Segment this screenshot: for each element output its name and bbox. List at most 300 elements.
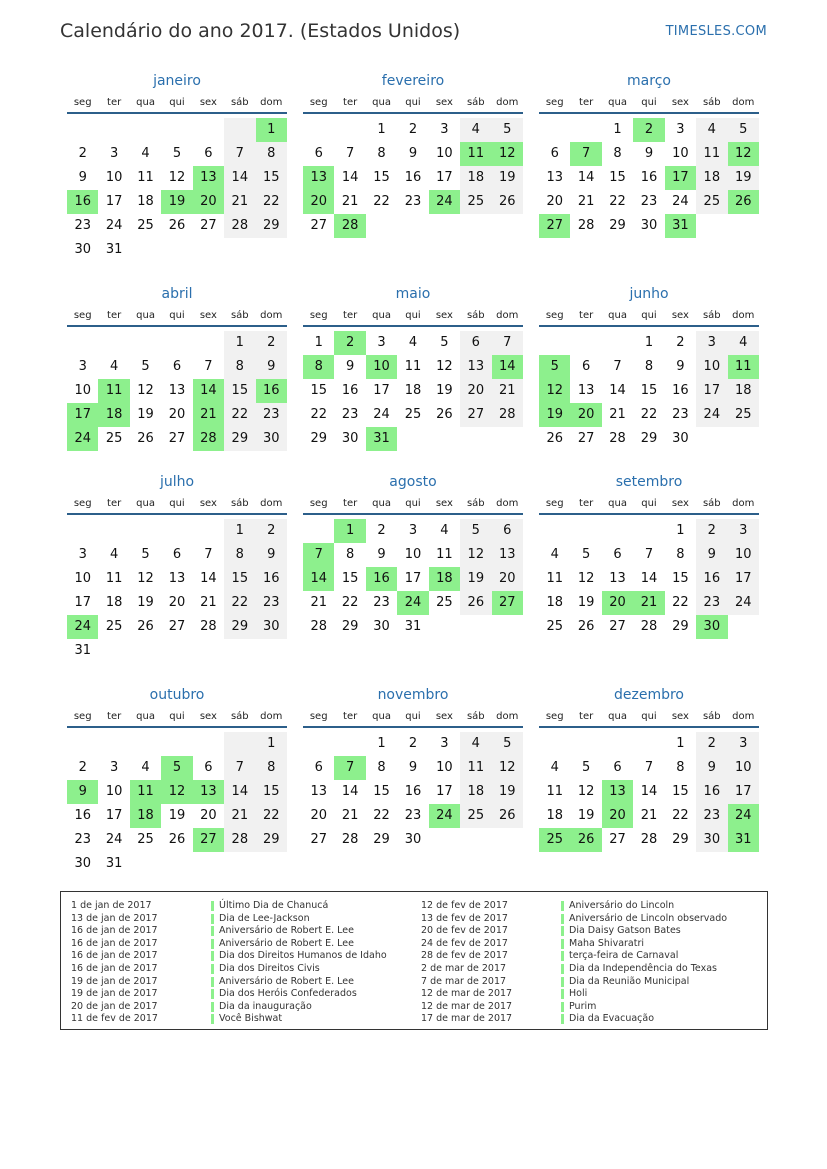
- day-cell[interactable]: 6: [314, 760, 323, 775]
- day-cell[interactable]: 12: [492, 756, 523, 780]
- day-cell-holiday[interactable]: 27: [492, 591, 523, 615]
- day-cell[interactable]: 22: [310, 407, 327, 422]
- day-cell[interactable]: 21: [341, 194, 359, 209]
- day-cell[interactable]: 16: [672, 383, 689, 398]
- day-cell[interactable]: 24: [728, 591, 759, 615]
- day-cell[interactable]: 27: [168, 619, 186, 634]
- day-cell[interactable]: 15: [256, 166, 287, 190]
- day-cell[interactable]: 13: [492, 543, 523, 567]
- day-cell[interactable]: 18: [137, 194, 154, 209]
- day-cell-holiday[interactable]: 18: [130, 804, 161, 828]
- day-cell[interactable]: 1: [377, 122, 386, 137]
- day-cell-holiday[interactable]: 11: [130, 780, 161, 804]
- day-cell[interactable]: 1: [676, 736, 685, 751]
- day-cell[interactable]: 2: [696, 732, 727, 756]
- day-cell[interactable]: 12: [577, 784, 595, 799]
- day-cell[interactable]: 4: [460, 732, 491, 756]
- day-cell-holiday[interactable]: 11: [98, 379, 129, 403]
- day-cell[interactable]: 23: [256, 591, 287, 615]
- day-cell[interactable]: 16: [256, 567, 287, 591]
- day-cell[interactable]: 30: [696, 828, 727, 852]
- day-cell[interactable]: 25: [696, 190, 727, 214]
- day-cell[interactable]: 8: [377, 146, 386, 161]
- day-cell[interactable]: 27: [609, 832, 626, 847]
- day-cell[interactable]: 17: [404, 571, 422, 586]
- day-cell[interactable]: 26: [436, 407, 453, 422]
- day-cell-holiday[interactable]: 7: [570, 142, 601, 166]
- day-cell-holiday[interactable]: 5: [161, 756, 192, 780]
- day-cell[interactable]: 11: [137, 170, 154, 185]
- day-cell[interactable]: 4: [109, 359, 119, 374]
- day-cell[interactable]: 8: [224, 543, 255, 567]
- day-cell[interactable]: 29: [224, 615, 255, 639]
- day-cell[interactable]: 8: [345, 547, 355, 562]
- day-cell[interactable]: 27: [168, 431, 186, 446]
- day-cell[interactable]: 15: [672, 784, 689, 799]
- day-cell[interactable]: 17: [728, 780, 759, 804]
- day-cell[interactable]: 8: [377, 760, 386, 775]
- day-cell[interactable]: 16: [404, 170, 422, 185]
- day-cell[interactable]: 30: [373, 619, 390, 634]
- day-cell[interactable]: 9: [78, 170, 87, 185]
- day-cell[interactable]: 28: [224, 214, 255, 238]
- day-cell[interactable]: 2: [408, 122, 418, 137]
- day-cell[interactable]: 21: [640, 808, 658, 823]
- day-cell[interactable]: 6: [550, 146, 559, 161]
- day-cell[interactable]: 25: [105, 619, 123, 634]
- day-cell[interactable]: 19: [577, 808, 595, 823]
- day-cell[interactable]: 13: [577, 383, 595, 398]
- day-cell[interactable]: 25: [404, 407, 422, 422]
- day-cell[interactable]: 29: [341, 619, 359, 634]
- day-cell[interactable]: 1: [613, 122, 622, 137]
- day-cell[interactable]: 17: [696, 379, 727, 403]
- brand-link[interactable]: TIMESLES.COM: [665, 24, 767, 39]
- day-cell[interactable]: 20: [310, 808, 327, 823]
- day-cell[interactable]: 9: [696, 756, 727, 780]
- day-cell[interactable]: 25: [460, 190, 491, 214]
- day-cell[interactable]: 14: [224, 780, 255, 804]
- day-cell[interactable]: 18: [696, 166, 727, 190]
- day-cell[interactable]: 6: [613, 760, 622, 775]
- day-cell[interactable]: 9: [408, 760, 418, 775]
- day-cell[interactable]: 1: [224, 331, 255, 355]
- day-cell[interactable]: 29: [609, 218, 626, 233]
- day-cell[interactable]: 10: [672, 146, 689, 161]
- day-cell[interactable]: 4: [408, 335, 418, 350]
- day-cell[interactable]: 2: [256, 331, 287, 355]
- day-cell[interactable]: 22: [640, 407, 658, 422]
- day-cell[interactable]: 31: [404, 619, 422, 634]
- day-cell-holiday[interactable]: 31: [728, 828, 759, 852]
- day-cell[interactable]: 3: [440, 736, 449, 751]
- day-cell[interactable]: 4: [550, 547, 559, 562]
- day-cell[interactable]: 10: [74, 383, 91, 398]
- day-cell[interactable]: 9: [644, 146, 654, 161]
- day-cell[interactable]: 6: [172, 359, 182, 374]
- day-cell[interactable]: 6: [314, 146, 323, 161]
- day-cell-holiday[interactable]: 12: [539, 379, 570, 403]
- day-cell[interactable]: 19: [728, 166, 759, 190]
- day-cell-holiday[interactable]: 16: [366, 567, 397, 591]
- day-cell[interactable]: 24: [672, 194, 689, 209]
- day-cell[interactable]: 21: [310, 595, 327, 610]
- day-cell[interactable]: 1: [314, 335, 323, 350]
- day-cell[interactable]: 26: [168, 832, 186, 847]
- day-cell-holiday[interactable]: 13: [602, 780, 633, 804]
- day-cell[interactable]: 3: [728, 732, 759, 756]
- day-cell[interactable]: 4: [696, 118, 727, 142]
- day-cell[interactable]: 22: [672, 595, 689, 610]
- day-cell-holiday[interactable]: 27: [539, 214, 570, 238]
- day-cell-holiday[interactable]: 20: [193, 190, 224, 214]
- day-cell[interactable]: 14: [341, 784, 359, 799]
- day-cell-holiday[interactable]: 20: [602, 591, 633, 615]
- day-cell[interactable]: 2: [696, 519, 727, 543]
- day-cell[interactable]: 18: [460, 166, 491, 190]
- day-cell[interactable]: 27: [310, 832, 327, 847]
- day-cell[interactable]: 19: [492, 780, 523, 804]
- day-cell[interactable]: 31: [105, 856, 123, 871]
- day-cell[interactable]: 14: [640, 571, 658, 586]
- day-cell[interactable]: 22: [224, 403, 255, 427]
- day-cell[interactable]: 17: [105, 808, 123, 823]
- day-cell[interactable]: 14: [341, 170, 359, 185]
- day-cell[interactable]: 28: [577, 218, 595, 233]
- day-cell[interactable]: 1: [256, 732, 287, 756]
- day-cell-holiday[interactable]: 24: [397, 591, 428, 615]
- day-cell-holiday[interactable]: 12: [161, 780, 192, 804]
- day-cell-holiday[interactable]: 13: [193, 780, 224, 804]
- day-cell-holiday[interactable]: 12: [492, 142, 523, 166]
- day-cell[interactable]: 24: [696, 403, 727, 427]
- day-cell[interactable]: 27: [609, 619, 626, 634]
- day-cell[interactable]: 28: [200, 619, 217, 634]
- day-cell[interactable]: 16: [404, 784, 422, 799]
- day-cell[interactable]: 24: [105, 832, 123, 847]
- day-cell[interactable]: 3: [728, 519, 759, 543]
- day-cell[interactable]: 21: [577, 194, 595, 209]
- day-cell-holiday[interactable]: 21: [633, 591, 664, 615]
- day-cell[interactable]: 1: [644, 335, 654, 350]
- day-cell[interactable]: 5: [581, 760, 591, 775]
- day-cell-holiday[interactable]: 16: [67, 190, 98, 214]
- day-cell[interactable]: 5: [492, 118, 523, 142]
- day-cell[interactable]: 12: [168, 170, 186, 185]
- day-cell[interactable]: 26: [492, 190, 523, 214]
- day-cell[interactable]: 6: [492, 519, 523, 543]
- day-cell[interactable]: 23: [404, 194, 422, 209]
- day-cell-holiday[interactable]: 19: [539, 403, 570, 427]
- day-cell[interactable]: 14: [200, 571, 217, 586]
- day-cell-holiday[interactable]: 14: [303, 567, 334, 591]
- day-cell[interactable]: 7: [204, 547, 213, 562]
- day-cell[interactable]: 21: [609, 407, 626, 422]
- day-cell-holiday[interactable]: 31: [665, 214, 696, 238]
- day-cell[interactable]: 23: [74, 832, 91, 847]
- day-cell[interactable]: 7: [644, 760, 654, 775]
- day-cell[interactable]: 7: [224, 142, 255, 166]
- day-cell[interactable]: 8: [644, 359, 654, 374]
- day-cell[interactable]: 13: [168, 571, 186, 586]
- day-cell[interactable]: 6: [460, 331, 491, 355]
- day-cell[interactable]: 3: [440, 122, 449, 137]
- day-cell-holiday[interactable]: 11: [728, 355, 759, 379]
- day-cell[interactable]: 17: [74, 595, 91, 610]
- day-cell[interactable]: 5: [440, 335, 449, 350]
- day-cell[interactable]: 15: [224, 379, 255, 403]
- day-cell[interactable]: 20: [460, 379, 491, 403]
- day-cell-holiday[interactable]: 24: [728, 804, 759, 828]
- day-cell[interactable]: 8: [676, 760, 685, 775]
- day-cell-holiday[interactable]: 14: [492, 355, 523, 379]
- day-cell[interactable]: 27: [460, 403, 491, 427]
- day-cell[interactable]: 23: [696, 804, 727, 828]
- day-cell[interactable]: 15: [640, 383, 658, 398]
- day-cell[interactable]: 6: [204, 146, 213, 161]
- day-cell[interactable]: 26: [460, 591, 491, 615]
- day-cell[interactable]: 26: [577, 619, 595, 634]
- day-cell[interactable]: 11: [105, 571, 123, 586]
- day-cell[interactable]: 30: [404, 832, 422, 847]
- day-cell[interactable]: 8: [676, 547, 685, 562]
- day-cell-holiday[interactable]: 20: [602, 804, 633, 828]
- day-cell[interactable]: 18: [404, 383, 422, 398]
- day-cell[interactable]: 11: [436, 547, 453, 562]
- day-cell-holiday[interactable]: 24: [67, 427, 98, 451]
- day-cell[interactable]: 12: [137, 383, 154, 398]
- day-cell-holiday[interactable]: 27: [193, 828, 224, 852]
- day-cell[interactable]: 24: [373, 407, 390, 422]
- day-cell[interactable]: 19: [168, 808, 186, 823]
- day-cell[interactable]: 9: [345, 359, 355, 374]
- day-cell[interactable]: 26: [546, 431, 563, 446]
- day-cell[interactable]: 5: [141, 547, 150, 562]
- day-cell[interactable]: 26: [168, 218, 186, 233]
- day-cell[interactable]: 6: [581, 359, 591, 374]
- day-cell[interactable]: 5: [460, 519, 491, 543]
- day-cell-holiday[interactable]: 24: [429, 804, 460, 828]
- day-cell[interactable]: 29: [672, 832, 689, 847]
- day-cell[interactable]: 15: [672, 571, 689, 586]
- day-cell[interactable]: 21: [492, 379, 523, 403]
- day-cell[interactable]: 13: [310, 784, 327, 799]
- day-cell[interactable]: 15: [256, 780, 287, 804]
- day-cell[interactable]: 5: [172, 146, 182, 161]
- day-cell[interactable]: 16: [74, 808, 91, 823]
- day-cell[interactable]: 11: [404, 359, 422, 374]
- day-cell[interactable]: 23: [341, 407, 359, 422]
- day-cell-holiday[interactable]: 28: [334, 214, 365, 238]
- day-cell-holiday[interactable]: 25: [539, 828, 570, 852]
- day-cell-holiday[interactable]: 13: [303, 166, 334, 190]
- day-cell-holiday[interactable]: 13: [193, 166, 224, 190]
- day-cell[interactable]: 15: [373, 784, 390, 799]
- day-cell[interactable]: 14: [640, 784, 658, 799]
- day-cell[interactable]: 19: [436, 383, 453, 398]
- day-cell[interactable]: 18: [546, 595, 563, 610]
- day-cell[interactable]: 28: [492, 403, 523, 427]
- day-cell[interactable]: 29: [640, 431, 658, 446]
- day-cell[interactable]: 13: [460, 355, 491, 379]
- day-cell-holiday[interactable]: 26: [570, 828, 601, 852]
- day-cell[interactable]: 5: [728, 118, 759, 142]
- day-cell[interactable]: 13: [546, 170, 563, 185]
- day-cell-holiday[interactable]: 28: [193, 427, 224, 451]
- day-cell[interactable]: 5: [141, 359, 150, 374]
- day-cell-holiday[interactable]: 16: [256, 379, 287, 403]
- day-cell-holiday[interactable]: 18: [429, 567, 460, 591]
- day-cell[interactable]: 2: [78, 146, 87, 161]
- day-cell[interactable]: 3: [78, 359, 87, 374]
- day-cell[interactable]: 29: [224, 427, 255, 451]
- day-cell[interactable]: 30: [74, 856, 91, 871]
- day-cell-holiday[interactable]: 31: [366, 427, 397, 451]
- day-cell-holiday[interactable]: 8: [303, 355, 334, 379]
- day-cell[interactable]: 14: [609, 383, 626, 398]
- day-cell[interactable]: 3: [377, 335, 386, 350]
- day-cell[interactable]: 16: [696, 567, 727, 591]
- day-cell[interactable]: 3: [696, 331, 727, 355]
- day-cell[interactable]: 30: [74, 242, 91, 257]
- day-cell[interactable]: 2: [676, 335, 685, 350]
- day-cell[interactable]: 5: [581, 547, 591, 562]
- day-cell[interactable]: 27: [310, 218, 327, 233]
- day-cell[interactable]: 28: [640, 619, 658, 634]
- day-cell[interactable]: 10: [436, 760, 453, 775]
- day-cell[interactable]: 14: [577, 170, 595, 185]
- day-cell[interactable]: 20: [200, 808, 217, 823]
- day-cell[interactable]: 7: [613, 359, 622, 374]
- day-cell-holiday[interactable]: 19: [161, 190, 192, 214]
- day-cell[interactable]: 5: [492, 732, 523, 756]
- day-cell-holiday[interactable]: 2: [334, 331, 365, 355]
- day-cell[interactable]: 8: [256, 756, 287, 780]
- day-cell[interactable]: 28: [609, 431, 626, 446]
- day-cell[interactable]: 19: [577, 595, 595, 610]
- day-cell-holiday[interactable]: 10: [366, 355, 397, 379]
- day-cell[interactable]: 10: [436, 146, 453, 161]
- day-cell[interactable]: 30: [341, 431, 359, 446]
- day-cell[interactable]: 22: [373, 808, 390, 823]
- day-cell[interactable]: 11: [546, 784, 563, 799]
- day-cell[interactable]: 17: [436, 784, 453, 799]
- day-cell[interactable]: 19: [137, 407, 154, 422]
- day-cell[interactable]: 9: [408, 146, 418, 161]
- day-cell[interactable]: 19: [492, 166, 523, 190]
- day-cell[interactable]: 30: [672, 431, 689, 446]
- day-cell[interactable]: 23: [74, 218, 91, 233]
- day-cell[interactable]: 15: [609, 170, 626, 185]
- day-cell[interactable]: 23: [256, 403, 287, 427]
- day-cell[interactable]: 26: [137, 619, 154, 634]
- day-cell[interactable]: 26: [137, 431, 154, 446]
- day-cell[interactable]: 6: [204, 760, 213, 775]
- day-cell[interactable]: 22: [373, 194, 390, 209]
- day-cell-holiday[interactable]: 24: [67, 615, 98, 639]
- day-cell[interactable]: 30: [640, 218, 658, 233]
- day-cell[interactable]: 7: [492, 331, 523, 355]
- day-cell[interactable]: 22: [256, 190, 287, 214]
- day-cell[interactable]: 16: [640, 170, 658, 185]
- day-cell-holiday[interactable]: 30: [696, 615, 727, 639]
- day-cell[interactable]: 10: [696, 355, 727, 379]
- day-cell[interactable]: 28: [640, 832, 658, 847]
- day-cell[interactable]: 4: [550, 760, 559, 775]
- day-cell[interactable]: 11: [460, 756, 491, 780]
- day-cell[interactable]: 29: [672, 619, 689, 634]
- day-cell[interactable]: 4: [141, 146, 150, 161]
- day-cell[interactable]: 10: [74, 571, 91, 586]
- day-cell[interactable]: 20: [168, 407, 186, 422]
- day-cell[interactable]: 6: [613, 547, 622, 562]
- day-cell[interactable]: 29: [310, 431, 327, 446]
- day-cell[interactable]: 23: [640, 194, 658, 209]
- day-cell-holiday[interactable]: 11: [460, 142, 491, 166]
- day-cell[interactable]: 15: [224, 567, 255, 591]
- day-cell[interactable]: 12: [436, 359, 453, 374]
- day-cell[interactable]: 31: [74, 643, 91, 658]
- day-cell[interactable]: 2: [78, 760, 87, 775]
- day-cell[interactable]: 2: [377, 523, 386, 538]
- day-cell[interactable]: 4: [109, 547, 119, 562]
- day-cell[interactable]: 22: [341, 595, 359, 610]
- day-cell[interactable]: 1: [377, 736, 386, 751]
- day-cell[interactable]: 28: [310, 619, 327, 634]
- day-cell[interactable]: 27: [577, 431, 595, 446]
- day-cell-holiday[interactable]: 7: [303, 543, 334, 567]
- day-cell[interactable]: 3: [109, 146, 119, 161]
- day-cell[interactable]: 3: [676, 122, 685, 137]
- day-cell[interactable]: 8: [224, 355, 255, 379]
- day-cell[interactable]: 18: [546, 808, 563, 823]
- day-cell[interactable]: 1: [224, 519, 255, 543]
- day-cell[interactable]: 21: [224, 190, 255, 214]
- day-cell[interactable]: 25: [137, 218, 154, 233]
- day-cell[interactable]: 9: [696, 543, 727, 567]
- day-cell[interactable]: 17: [436, 170, 453, 185]
- day-cell-holiday[interactable]: 21: [193, 403, 224, 427]
- day-cell[interactable]: 8: [256, 142, 287, 166]
- day-cell[interactable]: 16: [696, 780, 727, 804]
- day-cell[interactable]: 12: [577, 571, 595, 586]
- day-cell[interactable]: 17: [373, 383, 390, 398]
- day-cell-holiday[interactable]: 7: [334, 756, 365, 780]
- day-cell[interactable]: 23: [672, 407, 689, 422]
- day-cell[interactable]: 11: [546, 571, 563, 586]
- day-cell[interactable]: 19: [460, 567, 491, 591]
- day-cell-holiday[interactable]: 26: [728, 190, 759, 214]
- day-cell[interactable]: 10: [404, 547, 422, 562]
- day-cell[interactable]: 25: [105, 431, 123, 446]
- day-cell[interactable]: 20: [168, 595, 186, 610]
- day-cell[interactable]: 21: [200, 595, 217, 610]
- day-cell[interactable]: 22: [609, 194, 626, 209]
- day-cell[interactable]: 25: [436, 595, 453, 610]
- day-cell-holiday[interactable]: 12: [728, 142, 759, 166]
- day-cell[interactable]: 23: [404, 808, 422, 823]
- day-cell[interactable]: 19: [137, 595, 154, 610]
- day-cell[interactable]: 29: [373, 832, 390, 847]
- day-cell[interactable]: 31: [105, 242, 123, 257]
- day-cell-holiday[interactable]: 9: [67, 780, 98, 804]
- day-cell[interactable]: 9: [676, 359, 685, 374]
- day-cell[interactable]: 30: [256, 615, 287, 639]
- day-cell-holiday[interactable]: 17: [665, 166, 696, 190]
- day-cell-holiday[interactable]: 20: [570, 403, 601, 427]
- day-cell[interactable]: 28: [224, 828, 255, 852]
- day-cell[interactable]: 20: [546, 194, 563, 209]
